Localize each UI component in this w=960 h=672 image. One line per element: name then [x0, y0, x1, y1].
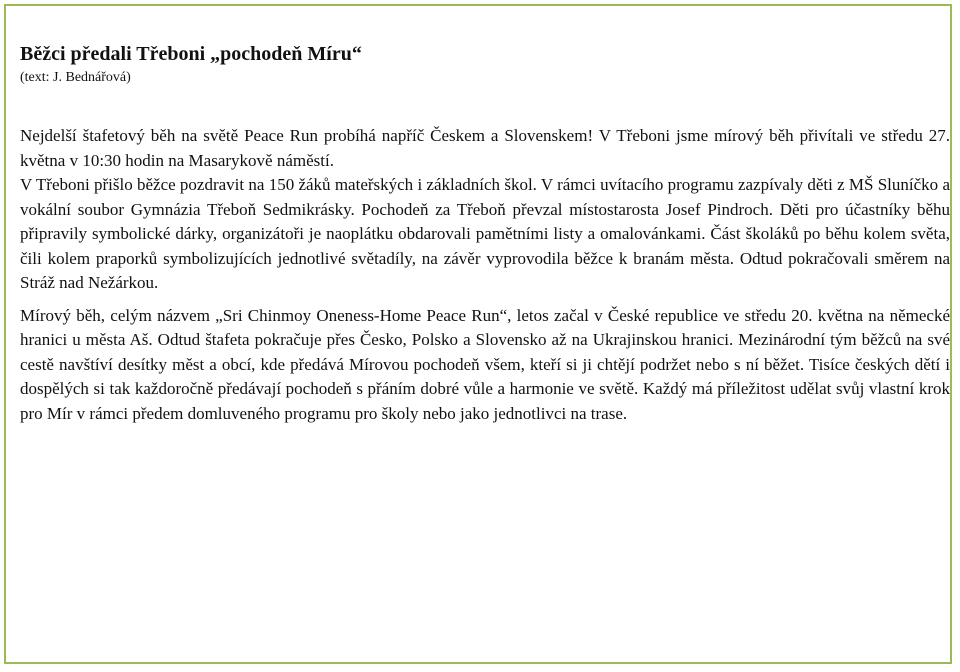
- article-author: (text: J. Bednářová): [20, 70, 131, 85]
- article-paragraph-1: Nejdelší štafetový běh na světě Peace Run probíhá napříč Českem a Slovenskem! V Třeboni jsme mírový běh přivítali ve středu 27. května v 10:30 hodin na Masarykově náměstí.: [20, 126, 950, 170]
- article-paragraph-2: V Třeboni přišlo běžce pozdravit na 150 žáků mateřských i základních škol. V rámci uvítacího programu zazpívaly děti z MŠ Sluníčko a vokální soubor Gymnázia Třeboň Sedmikrásky. Pochodeň za Třeboň převzal místostarosta Josef Pindroch. Děti pro účastníky běhu připravily symbolické dárky, organizátoři je naoplátku obdarovali pamětními listy a omalovánkami. Část školáků po běhu kolem světa, čili kolem praporků symbolizujících jednotlivé světadíly, na závěr vyprovodila běžce k branám města. Odtud pokračovali směrem na Stráž nad Nežárkou.: [20, 175, 950, 292]
- article-title: Běžci předali Třeboni „pochodeň Míru“: [20, 43, 362, 65]
- article: [20, 42, 950, 426]
- article-paragraph-3: Mírový běh, celým názvem „Sri Chinmoy Oneness-Home Peace Run“, letos začal v České republice ve středu 20. května na německé hranici u města Aš. Odtud štafeta pokračuje přes Česko, Polsko a Slovensko až na Ukrajinskou hranici. Mezinárodní tým běžců na své cestě navštíví desítky měst a obcí, kde předává Mírovou pochodeň všem, kteří si ji chtějí podržet nebo s ní běžet. Tisíce českých dětí i dospělých si tak každoročně předávají pochodeň s přáním dobré vůle a harmonie ve světě. Každý má příležitost udělat svůj vlastní krok pro Mír v rámci předem domluveného programu pro školy nebo jako jednotlivci na trase.: [20, 305, 950, 423]
- page-frame: [4, 4, 952, 664]
